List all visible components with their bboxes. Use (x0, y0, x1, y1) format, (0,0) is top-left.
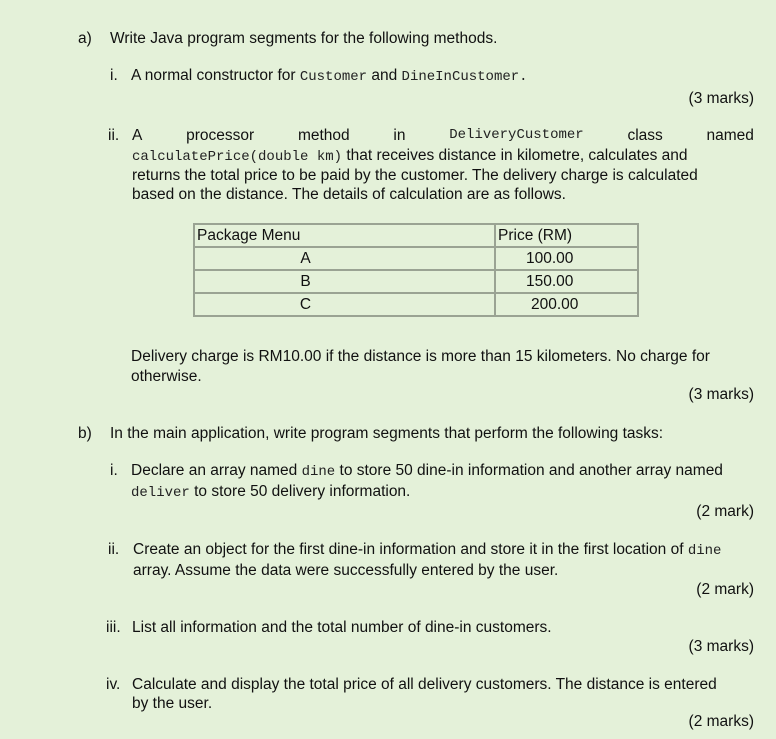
b-iii-label: iii. (106, 619, 121, 636)
table-cell-price: 150.00 (495, 270, 638, 293)
b-i-code-dine: dine (301, 464, 336, 480)
b-ii-marks: (2 mark) (696, 581, 754, 598)
b-i-line1 (131, 462, 723, 480)
table-row (194, 293, 638, 316)
b-i-line2 (131, 483, 410, 501)
a-ii-line1 (132, 127, 754, 145)
a-i-marks: (3 marks) (688, 90, 754, 107)
a-i-text1: A normal constructor for (131, 67, 300, 84)
a-ii-note-line2: otherwise. (131, 368, 202, 385)
a-i-code-dineincustomer: DineInCustomer (401, 69, 520, 85)
a-ii-line4: based on the distance. The details of calculation are as follows. (132, 186, 566, 203)
part-b-intro: In the main application, write program segments that perform the following tasks: (110, 425, 664, 442)
b-i-code-deliver: deliver (131, 485, 190, 501)
a-i-text (131, 67, 528, 85)
a-ii-code-calculateprice: calculatePrice(double km) (132, 149, 343, 165)
a-ii-line2-text: that receives distance in kilometre, calculates and (342, 147, 688, 164)
table-row (194, 247, 638, 270)
a-ii-w-class: class (627, 127, 663, 144)
b-i-marks: (2 mark) (696, 503, 754, 520)
b-ii-line1 (133, 541, 721, 559)
a-i-code-customer: Customer (299, 69, 368, 85)
part-b-label: b) (78, 425, 92, 442)
a-ii-note-line1: Delivery charge is RM10.00 if the distance is more than 15 kilometers. No charge for (131, 348, 710, 365)
table-cell-price: 200.00 (495, 293, 638, 316)
table-cell-package: B (194, 270, 495, 293)
a-ii-line2 (132, 147, 688, 165)
a-ii-w-a: A (132, 127, 143, 144)
b-iv-marks: (2 marks) (688, 713, 754, 730)
a-ii-w-method: method (297, 127, 350, 144)
b-ii-text1: Create an object for the first dine-in information and store it in the first location of (133, 541, 688, 558)
b-iii-marks: (3 marks) (688, 638, 754, 655)
b-iv-line2: by the user. (132, 695, 213, 712)
table-header-price: Price (RM) (495, 224, 638, 247)
a-i-label: i. (110, 67, 118, 84)
table-cell-package: A (194, 247, 495, 270)
package-price-table (193, 223, 639, 317)
a-ii-label: ii. (108, 127, 120, 144)
table-cell-package: C (194, 293, 495, 316)
table-cell-price: 100.00 (495, 247, 638, 270)
b-ii-code-dine: dine (687, 543, 722, 559)
b-i-text2: to store 50 dine-in information and another array named (335, 462, 723, 479)
part-a-intro: Write Java program segments for the following methods. (110, 30, 498, 47)
b-iii-text: List all information and the total number of dine-in customers. (132, 619, 552, 636)
a-i-text3: . (519, 69, 528, 85)
b-ii-label: ii. (108, 541, 120, 558)
a-ii-marks: (3 marks) (688, 386, 754, 403)
b-i-text3: to store 50 delivery information. (189, 483, 411, 500)
b-i-label: i. (110, 462, 118, 479)
b-iv-label: iv. (106, 676, 121, 693)
a-ii-w-named: named (706, 127, 754, 144)
b-i-text1: Declare an array named (131, 462, 302, 479)
a-ii-w-in: in (393, 127, 406, 144)
a-ii-line3: returns the total price to be paid by the customer. The delivery charge is calculated (132, 167, 698, 184)
a-ii-w-processor: processor (186, 127, 255, 144)
a-i-text2: and (367, 67, 402, 84)
table-header-package-menu: Package Menu (194, 224, 495, 247)
a-ii-code-deliverycustomer: DeliveryCustomer (449, 127, 584, 143)
b-iv-line1: Calculate and display the total price of all delivery customers. The distance is entered (132, 676, 717, 693)
table-header-row (194, 224, 638, 247)
b-ii-line2: array. Assume the data were successfully entered by the user. (133, 562, 559, 579)
part-a-label: a) (78, 30, 92, 47)
table-row (194, 270, 638, 293)
